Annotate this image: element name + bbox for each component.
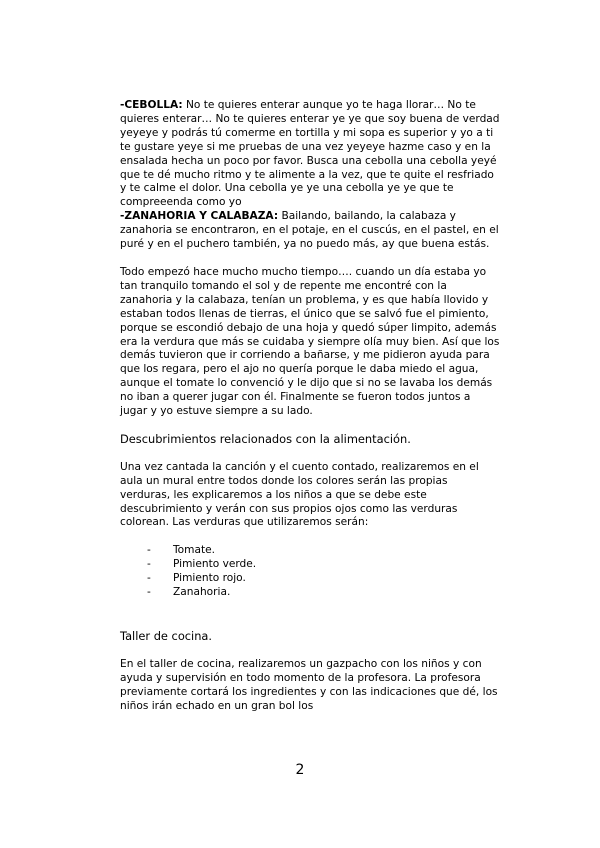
list-item [120, 558, 500, 572]
story-paragraph: Todo empezó hace mucho mucho tiempo…. cuando un día estaba yo tan tranquilo tomando el sol y de repente me encontré con la zanahoria y la calabaza, tenían un problema, y es que había llovido y estaban todos llenas de tierras, el único que se salvó fue el pimiento, porque se escondió debajo de una hoja y quedó súper limpito, además era la verdura que más se cuidaba y siempre olía muy bien. Así que los demás tuvieron que ir corriendo a bañarse, y me pidieron ayuda para que los regara, pero el ajo no quería porque le daba miedo el agua, aunque el tomate lo convenció y le dijo que si no se lavaba los demás no iban a querer jugar con él. Finalmente se fueron todos juntos a jugar y yo estuve siempre a su lado. [120, 265, 500, 418]
zanahoria-calabaza-verse [120, 210, 500, 252]
list-item-label: Zanahoria. [173, 586, 231, 599]
taller-paragraph: En el taller de cocina, realizaremos un gazpacho con los niños y con ayuda y supervisión en todo momento de la profesora. La profesora previamente cortará los ingredientes y con las indicaciones que dé, los niños irán echado en un gran bol los [120, 657, 498, 712]
speaker-zanahoria-calabaza: -ZANAHORIA Y CALABAZA: [120, 210, 279, 223]
bullet-dash: - [147, 558, 151, 571]
list-item-label: Pimiento rojo. [173, 572, 246, 585]
list-item-label: Tomate. [173, 544, 216, 557]
cebolla-verse [120, 99, 500, 210]
bullet-dash: - [147, 586, 151, 599]
descubrimientos-paragraph: Una vez cantada la canción y el cuento contado, realizaremos en el aula un mural entre todos donde los colores serán las propias verduras, les explicaremos a los niños a que se debe este descubrimiento y verán con sus propios ojos como las verduras colorean. Las verduras que utilizaremos serán: [120, 460, 479, 529]
bullet-dash: - [147, 572, 151, 585]
zanahoria-calabaza-lyrics: Bailando, bailando, la calabaza y zanahoria se encontraron, en el potaje, en el cuscús, en el pastel, en el puré y en el puchero también, ya no puedo más, ay que buena estás. [120, 210, 499, 251]
list-item [120, 586, 500, 600]
list-item [120, 572, 500, 586]
section-heading-taller: Taller de cocina. [120, 629, 213, 643]
section-heading-descubrimientos: Descubrimientos relacionados con la alimentación. [120, 431, 411, 446]
cebolla-lyrics: No te quieres enterar aunque yo te haga llorar… No te quieres enterar… No te quieres enterar ye ye que soy buena de verdad yeyeye y podrás tú comerme en tortilla y mi sopa es superior y yo a ti te gustare yeye si me pruebas de una vez yeyeye hazme caso y en la ensalada hecha un poco por favor. Busca una cebolla una cebolla yeyé que te dé mucho ritmo y te alimente a la vez, que te quite el resfriado y te calme el dolor. Una cebolla ye ye una cebolla ye ye que te compreeenda como yo [120, 99, 500, 209]
page-number: 2 [295, 762, 305, 778]
list-item [120, 544, 500, 558]
vegetable-list [120, 544, 500, 600]
document-page [120, 99, 500, 714]
speaker-cebolla: -CEBOLLA: [120, 99, 183, 111]
list-item-label: Pimiento verde. [173, 558, 257, 571]
bullet-dash: - [147, 544, 151, 557]
